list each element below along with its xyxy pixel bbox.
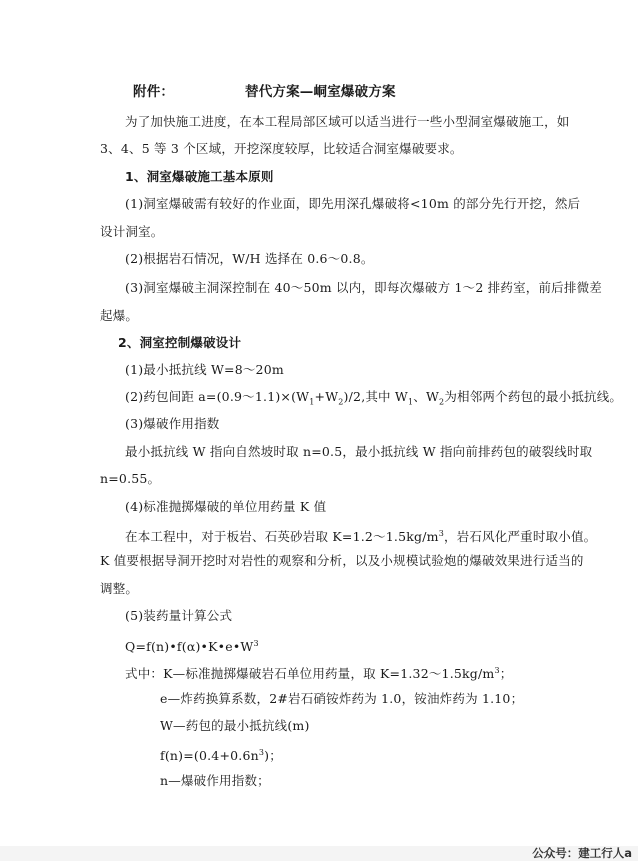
where-k-part-b: ； [499, 666, 513, 682]
principle-2: (2)根据岩石情况，W/H 选择在 0.6～0.8。 [125, 251, 374, 266]
item-4-text-line-2: K 值要根据导洞开挖时对岩性的观察和分析，以及小规模试验炮的爆破效果进行适当的 [100, 553, 584, 568]
section-1-title: 1、洞室爆破施工基本原则 [125, 169, 274, 184]
design-item-2 [125, 389, 622, 411]
design-item-5: (5)装药量计算公式 [125, 608, 233, 623]
item-2-part-a: (2)药包间距 a=(0.9～1.1)×(W [125, 389, 310, 404]
item-2-sub-2: 2 [338, 397, 344, 407]
principle-3-line-1: (3)洞室爆破主洞深控制在 40～50m 以内，即每次爆破方 1～2 排药室，前后排微差 [125, 280, 602, 295]
principle-1-line-2: 设计洞室。 [100, 224, 164, 239]
item-4-text-part-b: ，岩石风化严重时取小值。 [443, 529, 597, 545]
formula-exponent: 3 [253, 639, 259, 648]
item-3-text-line-1: 最小抵抗线 W 指向自然坡时取 n=0.5，最小抵抗线 W 指向前排药包的破裂线时取 [125, 444, 593, 459]
item-2-sub-4: 2 [439, 397, 445, 407]
principle-3-line-2: 起爆。 [100, 308, 139, 323]
fn-part-b: )； [264, 748, 282, 764]
principle-1-line-1: (1)洞室爆破需有较好的作业面，即先用深孔爆破将<10m 的部分先行开挖，然后 [125, 196, 581, 211]
where-k-definition [125, 663, 512, 682]
fn-part-a: f(n)=(0.4+0.6n [160, 748, 259, 764]
w-definition: W—药包的最小抵抗线(m) [160, 718, 310, 733]
section-2-title: 2、洞室控制爆破设计 [118, 335, 242, 350]
fn-sup: 3 [258, 748, 265, 757]
charge-formula [125, 636, 259, 655]
item-4-text-sup: 3 [438, 529, 444, 538]
attachment-label: 附件： [133, 84, 175, 100]
item-4-text-part-a: 在本工程中，对于板岩、石英砂岩取 K=1.2～1.5kg/m [125, 529, 439, 545]
item-4-text-line-1 [125, 526, 596, 545]
design-item-3: (3)爆破作用指数 [125, 416, 220, 431]
watermark-footer: 公众号：建工行人a [532, 846, 632, 860]
item-2-part-e: 为相邻两个药包的最小抵抗线。 [444, 389, 623, 404]
design-item-4: (4)标准抛掷爆破的单位用药量 K 值 [125, 499, 327, 514]
where-k-sup: 3 [494, 666, 500, 675]
intro-line-2: 3、4、5 等 3 个区域，开挖深度较厚，比较适合洞室爆破要求。 [100, 141, 463, 156]
item-3-text-line-2: n=0.55。 [100, 471, 161, 486]
item-4-text-line-3: 调整。 [100, 581, 139, 596]
document-title: 替代方案—峒室爆破方案 [245, 84, 396, 100]
item-2-sub-1: 1 [309, 397, 315, 407]
where-k-part-a: 式中：K—标准抛掷爆破岩石单位用药量，取 K=1.32～1.5kg/m [125, 666, 495, 682]
item-2-sub-3: 1 [407, 397, 414, 407]
item-2-part-b: +W [314, 389, 339, 404]
item-2-part-c: )/2,其中 W [343, 389, 408, 404]
design-item-1: (1)最小抵抗线 W=8～20m [125, 362, 284, 377]
intro-line-1: 为了加快施工进度，在本工程局部区域可以适当进行一些小型洞室爆破施工，如 [125, 114, 570, 129]
n-definition: n—爆破作用指数； [160, 773, 270, 788]
formula-main: Q=f(n)•f(α)•K•e•W [125, 639, 254, 655]
e-definition: e—炸药换算系数，2#岩石硝铵炸药为 1.0，铵油炸药为 1.10； [160, 691, 524, 706]
fn-definition [160, 745, 282, 764]
item-2-part-d: 、W [413, 389, 440, 404]
